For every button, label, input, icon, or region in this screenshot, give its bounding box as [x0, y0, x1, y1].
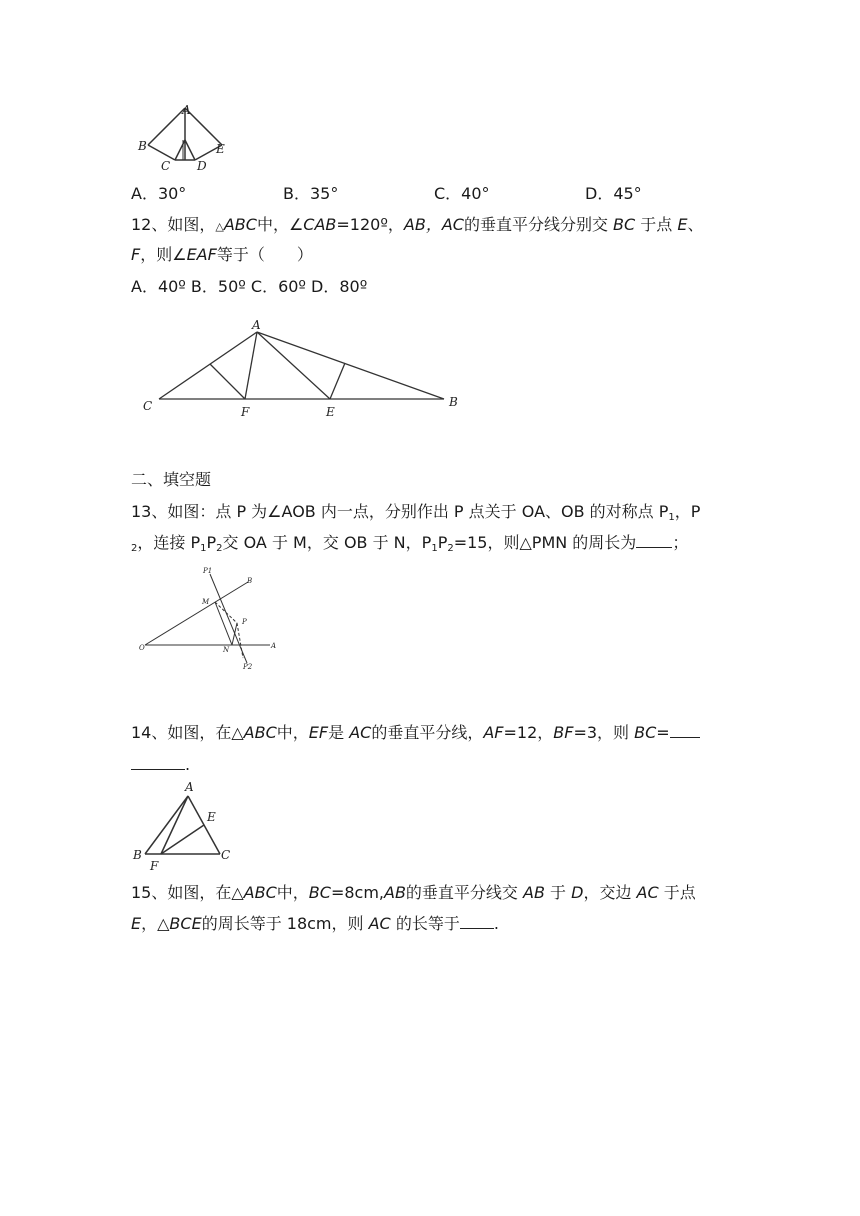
q13-line-1: 13、如图：点 P 为∠AOB 内一点，分别作出 P 点关于 OA、OB 的对称点 $P_1$，P	[131, 502, 701, 523]
q14-figure	[130, 778, 240, 873]
q11-option-c: C．40°	[434, 184, 490, 203]
label-F: F	[150, 859, 159, 873]
label-D: D	[197, 159, 207, 173]
label-B: B	[247, 577, 253, 585]
q12-options: A．40º B．50º C．60º D．80º	[131, 277, 368, 296]
label-N: N	[223, 646, 230, 654]
q11-option-d: D．45°	[585, 184, 642, 203]
section-title: 二、填空题	[131, 470, 212, 489]
label-O: O	[139, 644, 145, 652]
q13-blank	[636, 531, 672, 548]
q15-line-2: E，△BCE的周长等于 18cm，则 AC 的长等于 .	[131, 914, 499, 933]
label-B: B	[449, 395, 458, 409]
label-B: B	[138, 139, 147, 153]
label-C: C	[143, 399, 153, 413]
q11-option-a: A．30°	[131, 184, 187, 203]
q11-option-b: B．35°	[283, 184, 339, 203]
label-E: E	[216, 142, 225, 156]
q14-blank-1	[670, 721, 700, 738]
label-E: E	[326, 405, 335, 419]
q14-line-2: .	[131, 753, 190, 776]
q15-blank	[460, 912, 494, 929]
label-E: E	[207, 810, 216, 824]
q12-figure	[140, 318, 470, 423]
label-M: M	[202, 598, 210, 606]
q13-line-2: $_2$，连接 $P_1P_2$交 OA 于 M，交 OB 于 N，$P_1P_2=15$，则△PMN 的周长为 ；	[131, 533, 689, 554]
label-P1: P1	[203, 567, 213, 575]
label-P: P	[242, 618, 247, 626]
label-C: C	[161, 159, 171, 173]
q14-blank-2	[131, 753, 185, 770]
label-A: A	[185, 780, 194, 794]
label-A: A	[252, 318, 261, 332]
q12-line-2: F，则∠EAF等于（ ）	[131, 245, 313, 264]
label-A: A	[182, 103, 191, 117]
label-C: C	[221, 848, 231, 862]
q15-line-1: 15、如图，在△ABC中，BC=8cm,AB的垂直平分线交 AB 于 D，交边 AC 于点	[131, 883, 696, 902]
q13-figure	[135, 562, 285, 672]
label-B: B	[133, 848, 142, 862]
label-F: F	[241, 405, 250, 419]
q11-figure	[130, 100, 230, 175]
label-A: A	[271, 642, 277, 650]
q12-line-1: 12、如图，△ABC中，∠CAB=120º，AB，AC的垂直平分线分别交 BC 于点 E、	[131, 215, 704, 234]
q14-line-1: 14、如图，在△ABC中，EF是 AC的垂直平分线，AF=12，BF=3，则 BC=	[131, 721, 700, 744]
label-P2: P2	[243, 663, 253, 671]
